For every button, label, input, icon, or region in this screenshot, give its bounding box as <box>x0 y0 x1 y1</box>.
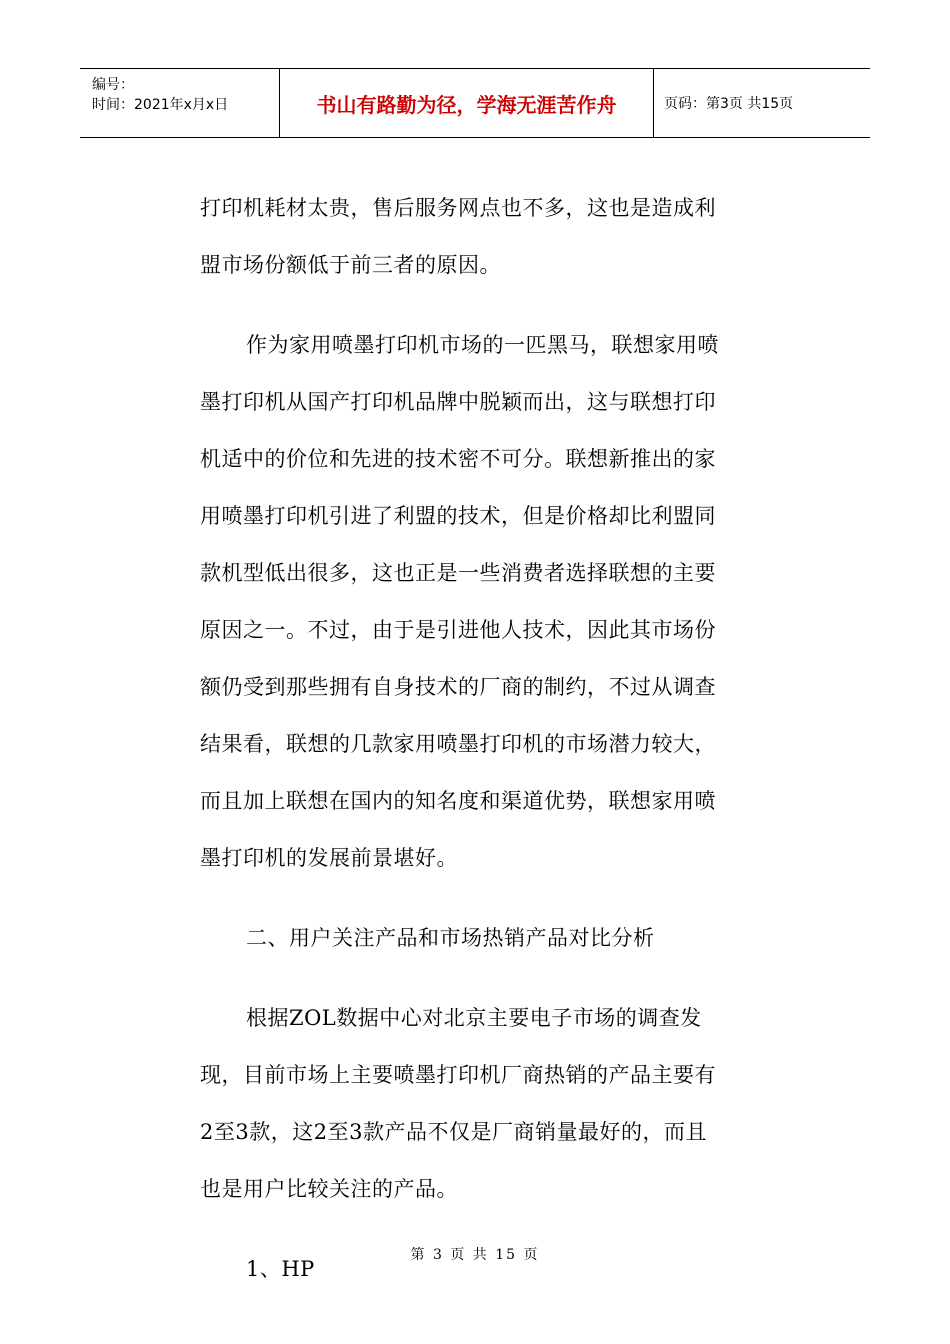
text-line: 用喷墨打印机引进了利盟的技术，但是价格却比利盟同 <box>200 504 716 528</box>
text-line: 二、用户关注产品和市场热销产品对比分析 <box>246 926 655 950</box>
text-line: 也是用户比较关注的产品。 <box>200 1177 458 1201</box>
text-line: 现，目前市场上主要喷墨打印机厂商热销的产品主要有 <box>200 1063 716 1087</box>
text-line: 盟市场份额低于前三者的原因。 <box>200 253 501 277</box>
text-line: 墨打印机从国产打印机品牌中脱颖而出，这与联想打印 <box>200 390 716 414</box>
paragraph <box>200 990 760 1218</box>
text-line: 结果看，联想的几款家用喷墨打印机的市场潜力较大， <box>200 732 716 756</box>
motto-text: 书山有路勤为径，学海无涯苦作舟 <box>316 92 617 117</box>
header-page-info <box>654 69 870 137</box>
text-line: 打印机耗材太贵，售后服务网点也不多，这也是造成利 <box>200 196 716 220</box>
text-line: 额仍受到那些拥有自身技术的厂商的制约，不过从调查 <box>200 675 716 699</box>
text-line: 墨打印机的发展前景堪好。 <box>200 846 458 870</box>
header-motto <box>280 69 654 137</box>
date-label: 时间：2021年x月x日 <box>92 97 229 113</box>
page-info-text: 页码：第3页 共15页 <box>664 96 794 112</box>
header-meta <box>80 69 280 137</box>
text-line: 1、HP <box>246 1257 315 1281</box>
text-line: 2至3款，这2至3款产品不仅是厂商销量最好的，而且 <box>200 1120 707 1144</box>
page-header <box>80 68 870 138</box>
number-label: 编号： <box>92 77 134 93</box>
text-line: 根据ZOL数据中心对北京主要电子市场的调查发 <box>246 1006 702 1030</box>
text-line: 作为家用喷墨打印机市场的一匹黑马，联想家用喷 <box>246 333 719 357</box>
page-footer <box>0 1244 950 1264</box>
text-line: 原因之一。不过，由于是引进他人技术，因此其市场份 <box>200 618 716 642</box>
paragraph <box>200 910 760 967</box>
paragraph <box>200 180 760 294</box>
footer-page-number: 第 3 页 共 15 页 <box>410 1247 540 1263</box>
paragraph <box>200 317 760 887</box>
text-line: 机适中的价位和先进的技术密不可分。联想新推出的家 <box>200 447 716 471</box>
document-body <box>200 180 760 1321</box>
text-line: 而且加上联想在国内的知名度和渠道优势，联想家用喷 <box>200 789 716 813</box>
text-line: 款机型低出很多，这也正是一些消费者选择联想的主要 <box>200 561 716 585</box>
